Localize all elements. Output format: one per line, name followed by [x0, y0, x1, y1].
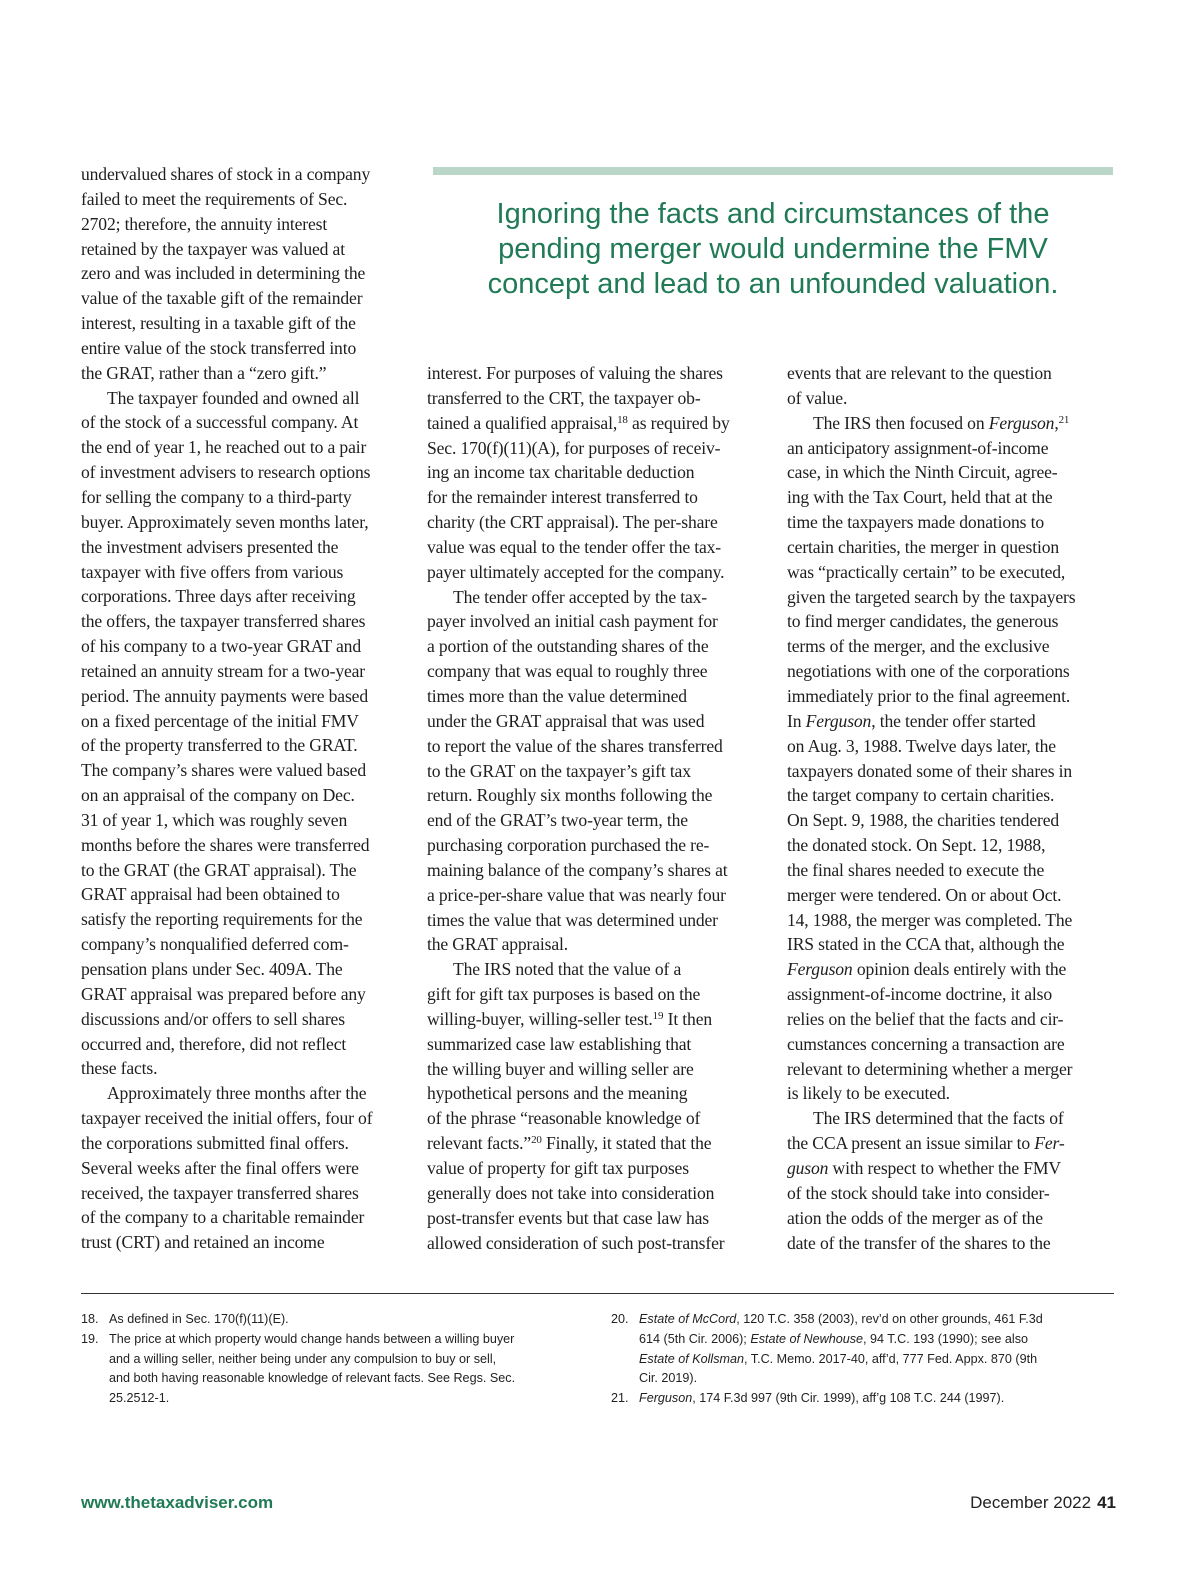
text-line: the donated stock. On Sept. 12, 1988, — [787, 835, 1046, 856]
text-line: GRAT appraisal had been obtained to — [81, 884, 340, 905]
pull-quote-line: Ignoring the facts and circumstances of the — [496, 198, 1050, 230]
text-line: of his company to a two-year GRAT and — [81, 636, 361, 657]
text-line: tained a qualified appraisal,$^{18}$ as required by — [427, 412, 730, 433]
text-line: of the property transferred to the GRAT. — [81, 735, 358, 756]
text-line: taxpayer received the initial offers, four of — [81, 1108, 373, 1129]
text-line: value of the taxable gift of the remainder — [81, 288, 363, 309]
text-line: given the targeted search by the taxpayers — [787, 586, 1076, 607]
pull-quote-line: pending merger would undermine the FMV — [498, 233, 1048, 265]
text-line: under the GRAT appraisal that was used — [427, 710, 705, 731]
text-line: taxpayers donated some of their shares in — [787, 760, 1073, 781]
text-line: the GRAT, rather than a “zero gift.” — [81, 362, 327, 383]
footer-date-page — [970, 1493, 1116, 1513]
text-line: immediately prior to the final agreement. — [787, 685, 1071, 706]
text-line: cumstances concerning a transaction are — [787, 1033, 1065, 1054]
text-line: summarized case law establishing that — [427, 1033, 692, 1054]
text-line: failed to meet the requirements of Sec. — [81, 188, 348, 209]
footnote-text: and a willing seller, neither being under any compulsion to buy or sell, — [109, 1351, 497, 1366]
footnote-text: and both having reasonable knowledge of relevant facts. See Regs. Sec. — [109, 1371, 516, 1386]
text-line: the willing buyer and willing seller are — [427, 1058, 694, 1079]
text-line: willing-buyer, willing-seller test.$^{19}$ It then — [427, 1008, 712, 1029]
text-line: In Ferguson, the tender offer started — [787, 710, 1036, 731]
text-line: the offers, the taxpayer transferred shares — [81, 611, 366, 632]
footnote-ref-19[interactable]: 19 — [652, 1009, 664, 1022]
text-line: ation the odds of the merger as of the — [787, 1207, 1043, 1228]
text-line: retained by the taxpayer was valued at — [81, 238, 345, 259]
text-line: on Aug. 3, 1988. Twelve days later, the — [787, 735, 1056, 756]
issue-date: December 2022 — [970, 1493, 1092, 1512]
text-line: 2702; therefore, the annuity interest — [81, 213, 328, 234]
text-line: these facts. — [81, 1058, 158, 1079]
text-line: entire value of the stock transferred into — [81, 337, 357, 358]
text-line: The IRS noted that the value of a — [453, 959, 682, 980]
text-line: the corporations submitted final offers. — [81, 1132, 349, 1153]
text-line: terms of the merger, and the exclusive — [787, 636, 1050, 657]
text-line: was “practically certain” to be executed, — [787, 561, 1066, 582]
text-line: date of the transfer of the shares to the — [787, 1232, 1051, 1253]
footnote-divider — [81, 1293, 1114, 1294]
text-line: on an appraisal of the company on Dec. — [81, 785, 355, 806]
text-line: for the remainder interest transferred to — [427, 487, 698, 508]
text-line: generally does not take into consideration — [427, 1182, 715, 1203]
footnote-ref-21[interactable]: 21 — [1058, 413, 1070, 426]
text-line: 31 of year 1, which was roughly seven — [81, 809, 348, 830]
text-line: company that was equal to roughly three — [427, 661, 708, 682]
article-column-1 — [81, 162, 411, 1255]
article-column-2 — [427, 361, 769, 1255]
footnote-19 — [81, 1330, 581, 1409]
text-line: times the value that was determined under — [427, 909, 718, 930]
text-line: purchasing corporation purchased the re- — [427, 835, 710, 856]
text-line: retained an annuity stream for a two-year — [81, 660, 366, 681]
text-line: The IRS then focused on Ferguson,$^{21}$ — [813, 412, 1070, 433]
footnote-text: 25.2512-1. — [109, 1391, 170, 1406]
footnote-text: Estate of Kollsman, T.C. Memo. 2017-40, aff’d, 777 Fed. Appx. 870 (9th — [639, 1351, 1038, 1366]
text-line: ing with the Tax Court, held that at the — [787, 487, 1053, 508]
text-line: zero and was included in determining the — [81, 263, 366, 284]
text-line: interest, resulting in a taxable gift of the — [81, 313, 356, 334]
footnote-20 — [611, 1310, 1116, 1389]
text-line: buyer. Approximately seven months later, — [81, 511, 369, 532]
text-line: relevant facts.”$^{20}$ Finally, it stated that the — [427, 1133, 712, 1154]
text-line: to the GRAT on the taxpayer’s gift tax — [427, 760, 691, 781]
article-column-3 — [787, 361, 1117, 1255]
pull-quote-rule — [433, 167, 1113, 175]
text-line: times more than the value determined — [427, 685, 687, 706]
text-line: relevant to determining whether a merger — [787, 1058, 1073, 1079]
case-name: Ferguson — [988, 412, 1055, 433]
footnote-number: 18. — [81, 1312, 99, 1326]
text-line: to the GRAT (the GRAT appraisal). The — [81, 859, 357, 880]
text-line: occurred and, therefore, did not reflect — [81, 1033, 347, 1054]
text-line: satisfy the reporting requirements for the — [81, 909, 363, 930]
text-line: payer involved an initial cash payment for — [427, 611, 718, 632]
text-line: pensation plans under Sec. 409A. The — [81, 959, 343, 979]
footnotes-left — [81, 1310, 581, 1409]
text-line: the target company to certain charities. — [787, 785, 1055, 806]
text-line: company’s nonqualified deferred com- — [81, 934, 349, 955]
text-line: events that are relevant to the question — [787, 363, 1052, 383]
text-line: 14, 1988, the merger was completed. The — [787, 909, 1073, 930]
text-line: The taxpayer founded and owned all — [107, 387, 360, 408]
text-line: to find merger candidates, the generous — [787, 611, 1059, 632]
text-line: time the taxpayers made donations to — [787, 512, 1044, 533]
text-line: gift for gift tax purposes is based on the — [427, 984, 701, 1005]
text-line: the end of year 1, he reached out to a pair — [81, 437, 367, 458]
text-line: Several weeks after the final offers were — [81, 1157, 359, 1178]
text-line: of the stock should take into consider- — [787, 1182, 1050, 1203]
text-line: Approximately three months after the — [107, 1083, 367, 1104]
footnote-text: 614 (5th Cir. 2006); Estate of Newhouse, 94 T.C. 193 (1990); see also — [639, 1331, 1029, 1346]
text-line: value was equal to the tender offer the tax- — [427, 536, 721, 557]
case-name: Ferguson — [787, 959, 853, 980]
text-line: the CCA present an issue similar to Fer- — [787, 1133, 1065, 1154]
text-line: end of the GRAT’s two-year term, the — [427, 810, 688, 831]
text-line: On Sept. 9, 1988, the charities tendered — [787, 810, 1060, 831]
text-line: trust (CRT) and retained an income — [81, 1232, 325, 1253]
footnote-number: 21. — [611, 1391, 629, 1406]
text-line: maining balance of the company’s shares at — [427, 859, 728, 880]
text-line: charity (the CRT appraisal). The per-share — [427, 512, 718, 533]
text-line: merger were tendered. On or about Oct. — [787, 884, 1062, 905]
text-line: payer ultimately accepted for the company. — [427, 561, 725, 582]
footnote-ref-18[interactable]: 18 — [617, 413, 628, 426]
text-line: interest. For purposes of valuing the shares — [427, 363, 723, 383]
text-line: relies on the belief that the facts and cir- — [787, 1008, 1064, 1029]
text-line: negotiations with one of the corporations — [787, 661, 1070, 682]
text-line: for selling the company to a third-party — [81, 486, 352, 507]
case-name: Ferguson — [805, 710, 872, 731]
text-line: Ferguson opinion deals entirely with the — [787, 959, 1067, 980]
text-line: corporations. Three days after receiving — [81, 586, 356, 607]
text-line: of investment advisers to research options — [81, 462, 371, 483]
text-line: Sec. 170(f)(11)(A), for purposes of receiv- — [427, 437, 721, 458]
text-line: of value. — [787, 387, 848, 408]
text-line: period. The annuity payments were based — [81, 685, 368, 706]
footnote-text: As defined in Sec. 170(f)(11)(E). — [109, 1312, 289, 1326]
text-line: allowed consideration of such post-transfer — [427, 1232, 725, 1253]
text-line: the final shares needed to execute the — [787, 859, 1045, 880]
text-line: to report the value of the shares transferred — [427, 735, 723, 756]
page-number: 41 — [1097, 1493, 1116, 1512]
text-line: return. Roughly six months following the — [427, 785, 713, 806]
text-line: The company’s shares were valued based — [81, 760, 366, 781]
text-line: a price-per-share value that was nearly four — [427, 884, 726, 905]
text-line: The IRS determined that the facts of — [813, 1108, 1064, 1129]
text-line: discussions and/or offers to sell shares — [81, 1008, 345, 1029]
case-name: Fer- — [1034, 1133, 1065, 1154]
text-line: post-transfer events but that case law has — [427, 1207, 709, 1228]
footnote-text: Cir. 2019). — [639, 1371, 698, 1386]
text-line: guson with respect to whether the FMV — [787, 1158, 1061, 1178]
footnote-text: The price at which property would change hands between a willing buyer — [109, 1331, 515, 1346]
footnote-21 — [611, 1389, 1116, 1409]
text-line: certain charities, the merger in question — [787, 536, 1059, 557]
text-line: of the company to a charitable remainder — [81, 1207, 365, 1228]
text-line: is likely to be executed. — [787, 1083, 950, 1104]
text-line: GRAT appraisal was prepared before any — [81, 983, 366, 1004]
pull-quote-line: concept and lead to an unfounded valuation. — [487, 268, 1059, 300]
footnote-number: 19. — [81, 1331, 99, 1346]
text-line: hypothetical persons and the meaning — [427, 1083, 688, 1104]
text-line: on a fixed percentage of the initial FMV — [81, 710, 359, 731]
text-line: months before the shares were transferred — [81, 834, 370, 855]
text-line: of the stock of a successful company. At — [81, 412, 359, 433]
footnote-text: Estate of McCord, 120 T.C. 358 (2003), rev’d on other grounds, 461 F.3d — [639, 1312, 1043, 1326]
text-line: undervalued shares of stock in a company — [81, 164, 371, 184]
case-name: guson — [787, 1158, 829, 1178]
text-line: an anticipatory assignment-of-income — [787, 437, 1049, 458]
footnote-18 — [81, 1310, 581, 1330]
footer-website-link[interactable]: www.thetaxadviser.com — [81, 1493, 274, 1512]
text-line: assignment-of-income doctrine, it also — [787, 984, 1052, 1005]
text-line: received, the taxpayer transferred shares — [81, 1182, 359, 1203]
text-line: IRS stated in the CCA that, although the — [787, 934, 1065, 955]
text-line: the GRAT appraisal. — [427, 934, 568, 955]
text-line: a portion of the outstanding shares of the — [427, 636, 709, 657]
text-line: the investment advisers presented the — [81, 536, 339, 557]
text-line: taxpayer with five offers from various — [81, 561, 344, 582]
text-line: case, in which the Ninth Circuit, agree- — [787, 462, 1058, 483]
text-line: The tender offer accepted by the tax- — [453, 586, 707, 607]
footnotes-right — [611, 1310, 1116, 1409]
footnote-text: Ferguson, 174 F.3d 997 (9th Cir. 1999), aff’g 108 T.C. 244 (1997). — [639, 1391, 1005, 1406]
text-line: value of property for gift tax purposes — [427, 1158, 689, 1178]
text-line: ing an income tax charitable deduction — [427, 462, 695, 483]
footnote-ref-20[interactable]: 20 — [531, 1134, 542, 1147]
text-line: of the phrase “reasonable knowledge of — [427, 1108, 701, 1129]
text-line: transferred to the CRT, the taxpayer ob- — [427, 387, 701, 408]
footnote-number: 20. — [611, 1312, 629, 1326]
pull-quote — [433, 197, 1113, 302]
